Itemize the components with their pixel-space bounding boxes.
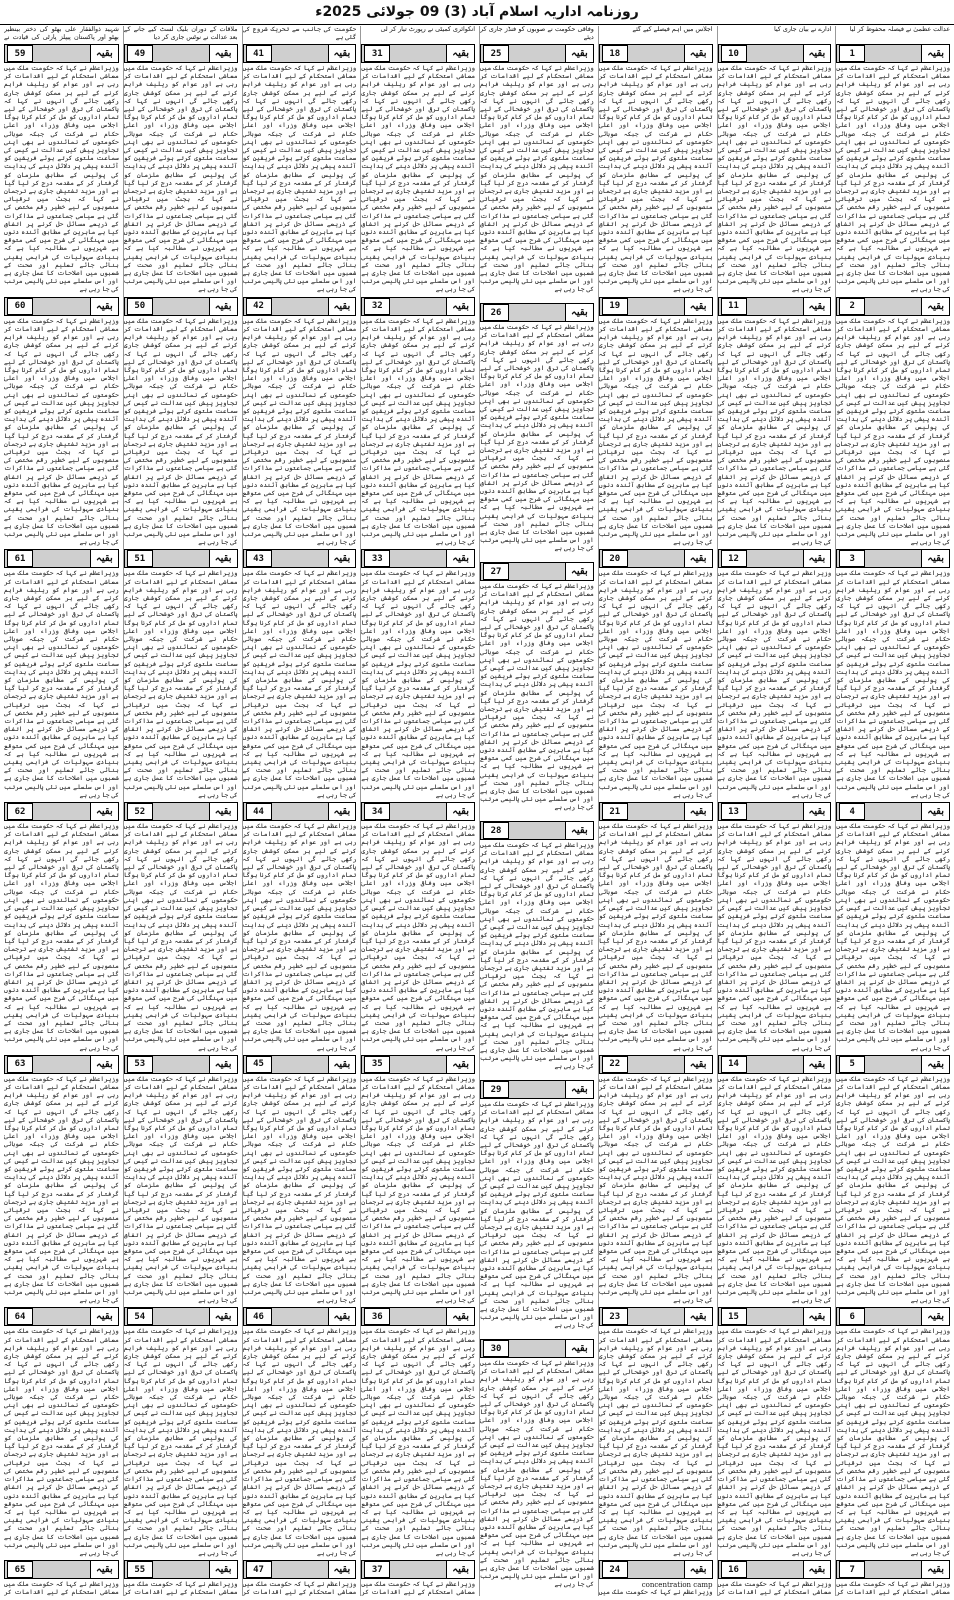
column-lead-text: ملاقات کے دوران بلیک لسٹ کیے جانے کے بعد عدالت نے نوٹس جاری کر دیا (123, 26, 238, 42)
continued-story-block (4, 547, 119, 800)
block-body-text: وزیراعظم نے کہا کہ حکومت ملک میں معاشی استحکام کے لیے اقدامات کر رہی ہے اور عوام کو ریلیف فراہم کرنے کے لیے ہر ممکن کوشش جاری رکھی جائے گی انہوں نے کہا کہ پاکستان کی ترقی اور خوشحالی کے لیے تمام اداروں کو مل کر کام کرنا ہوگا اجلاس میں وفاقی وزراء اور اعلیٰ حکام نے شرکت کی جبکہ صوبائی حکومتوں کے نمائندوں نے بھی اپنی تجاویز پیش کیں عدالت نے کیس کی سماعت ملتوی کرتے ہوئے فریقین کو آئندہ پیشی پر دلائل دینے کی ہدایت کی پولیس کے مطابق ملزمان کو گرفتار کر کے مقدمہ درج کر لیا گیا ہے اور مزید تفتیش جاری ہے ترجمان نے کہا کہ بجٹ میں ترقیاتی منصوبوں کے لیے خطیر رقم مختص کی گئی ہے سیاسی جماعتوں نے مذاکرات کے ذریعے مسائل حل کرنے پر اتفاق کیا ہے ماہرین کے مطابق آئندہ دنوں میں مہنگائی کی شرح میں کمی متوقع ہے شہریوں نے مطالبہ کیا ہے کہ بنیادی سہولیات کی فراہمی یقینی بنائی جائے تعلیم اور صحت کے شعبوں میں اصلاحات کا عمل جاری ہے اور اس سلسلے میں نئی پالیسی مرتب کی جا رہی ہے (717, 1075, 832, 1305)
continued-story-block (718, 295, 832, 548)
block-header (599, 44, 713, 63)
column-3 (598, 26, 713, 1596)
block-header (4, 44, 119, 63)
continued-story-block (243, 1053, 357, 1306)
continued-story-block (480, 560, 594, 819)
block-body-text: وزیراعظم نے کہا کہ حکومت ملک میں معاشی استحکام کے لیے اقدامات کر رہی ہے اور عوام کو ریلیف فراہم کرنے کے لیے ہر ممکن کوشش جاری رکھی جائے گی انہوں نے کہا کہ پاکستان کی ترقی اور خوشحالی کے لیے تمام اداروں کو مل کر کام کرنا ہوگا اجلاس میں وفاقی وزراء اور اعلیٰ حکام نے شرکت کی جبکہ صوبائی حکومتوں کے نمائندوں نے بھی اپنی تجاویز پیش کیں عدالت نے کیس کی سماعت ملتوی کرتے ہوئے فریقین کو آئندہ پیشی پر دلائل دینے کی ہدایت کی پولیس کے مطابق ملزمان کو گرفتار کر کے مقدمہ درج کر لیا گیا ہے اور مزید تفتیش جاری ہے ترجمان نے کہا کہ بجٹ میں ترقیاتی منصوبوں کے لیے خطیر رقم مختص کی گئی ہے سیاسی جماعتوں نے مذاکرات کے ذریعے مسائل حل کرنے پر اتفاق کیا ہے ماہرین کے مطابق آئندہ دنوں میں مہنگائی کی شرح میں کمی متوقع ہے شہریوں نے مطالبہ کیا ہے کہ بنیادی سہولیات کی فراہمی یقینی بنائی جائے تعلیم اور صحت کے شعبوں میں اصلاحات کا عمل جاری ہے اور اس سلسلے میں نئی پالیسی مرتب کی جا رہی ہے (4, 1075, 119, 1305)
block-header (361, 549, 475, 568)
block-body-text: وزیراعظم نے کہا کہ حکومت ملک میں معاشی استحکام کے لیے اقدامات کر رہی ہے اور عوام کو ریلیف فراہم کرنے کے لیے ہر ممکن کوشش جاری رکھی جائے گی انہوں نے کہا کہ پاکستان کی ترقی اور خوشحالی کے لیے تمام اداروں کو مل کر کام کرنا ہوگا اجلاس میں وفاقی وزراء اور اعلیٰ حکام نے شرکت کی جبکہ صوبائی حکومتوں کے نمائندوں نے بھی اپنی تجاویز پیش کیں عدالت نے کیس کی سماعت ملتوی کرتے ہوئے فریقین کو آئندہ پیشی پر دلائل دینے کی ہدایت کی پولیس کے مطابق ملزمان کو گرفتار کر کے مقدمہ درج کر لیا گیا ہے اور مزید تفتیش جاری ہے ترجمان نے کہا کہ بجٹ میں ترقیاتی منصوبوں کے لیے خطیر رقم مختص کی گئی ہے سیاسی جماعتوں نے مذاکرات کے ذریعے مسائل حل کرنے پر اتفاق کیا ہے ماہرین کے مطابق آئندہ دنوں میں مہنگائی کی شرح میں کمی متوقع ہے شہریوں نے مطالبہ کیا ہے کہ بنیادی سہولیات کی فراہمی یقینی بنائی جائے تعلیم اور صحت کے شعبوں میں اصلاحات کا عمل جاری ہے اور اس سلسلے میں نئی پالیسی مرتب کی جا رہی ہے (123, 823, 238, 1052)
block-header (4, 297, 119, 316)
baqiya-label: بقیہ (684, 550, 712, 567)
continued-story-block (480, 1078, 594, 1337)
baqiya-label: بقیہ (90, 298, 118, 315)
baqiya-label: بقیہ (328, 1056, 356, 1073)
block-body-text: وزیراعظم نے کہا کہ حکومت ملک میں معاشی استحکام کے لیے اقدامات کر (836, 1581, 950, 1596)
block-number: 46 (246, 1308, 272, 1325)
baqiya-label: بقیہ (565, 822, 593, 839)
block-header (836, 1055, 950, 1074)
baqiya-label: بقیہ (684, 803, 712, 820)
block-body-text: وزیراعظم نے کہا کہ حکومت ملک میں معاشی استحکام کے لیے اقدامات کر رہی ہے اور عوام کو ریلیف فراہم کرنے کے لیے ہر ممکن کوشش جاری رکھی جائے گی انہوں نے کہا کہ پاکستان کی ترقی اور خوشحالی کے لیے تمام اداروں کو مل کر کام کرنا ہوگا اجلاس میں وفاقی وزراء اور اعلیٰ حکام نے شرکت کی جبکہ صوبائی حکومتوں کے نمائندوں نے بھی اپنی تجاویز پیش کیں عدالت نے کیس کی سماعت ملتوی کرتے ہوئے فریقین کو آئندہ پیشی پر دلائل دینے کی ہدایت کی پولیس کے مطابق ملزمان کو گرفتار کر کے مقدمہ درج کر لیا گیا ہے اور مزید تفتیش جاری ہے ترجمان نے کہا کہ بجٹ میں ترقیاتی منصوبوں کے لیے خطیر رقم مختص کی گئی ہے سیاسی جماعتوں نے مذاکرات کے ذریعے مسائل حل کرنے پر اتفاق کیا ہے ماہرین کے مطابق آئندہ دنوں میں مہنگائی کی شرح میں کمی متوقع ہے شہریوں نے مطالبہ کیا ہے کہ بنیادی سہولیات کی فراہمی یقینی بنائی جائے تعلیم اور صحت کے شعبوں میں اصلاحات کا عمل جاری ہے اور اس سلسلے میں نئی پالیسی مرتب کی جا رہی ہے (4, 317, 119, 547)
block-number: 36 (364, 1308, 390, 1325)
block-number: 31 (364, 45, 390, 62)
concentration-camp-text: concentration camp (641, 1581, 713, 1590)
baqiya-label: بقیہ (328, 1561, 356, 1578)
continued-story-block (124, 1305, 238, 1558)
block-header (243, 44, 357, 63)
block-number: 16 (721, 1561, 747, 1578)
baqiya-label: بقیہ (921, 298, 949, 315)
block-number: 54 (127, 1308, 153, 1325)
block-number: 21 (602, 803, 628, 820)
continued-story-block (243, 800, 357, 1053)
block-body-text: وزیراعظم نے کہا کہ حکومت ملک میں معاشی استحکام کے لیے اقدامات کر (361, 1581, 475, 1596)
block-header (599, 1560, 713, 1579)
block-header (480, 44, 594, 63)
block-body-text: وزیراعظم نے کہا کہ حکومت ملک میں معاشی استحکام کے لیے اقدامات کر رہی ہے اور عوام کو ریلیف فراہم کرنے کے لیے ہر ممکن کوشش جاری رکھی جائے گی انہوں نے کہا کہ پاکستان کی ترقی اور خوشحالی کے لیے تمام اداروں کو مل کر کام کرنا ہوگا اجلاس میں وفاقی وزراء اور اعلیٰ حکام نے شرکت کی جبکہ صوبائی حکومتوں کے نمائندوں نے بھی اپنی تجاویز پیش کیں عدالت نے کیس کی سماعت ملتوی کرتے ہوئے فریقین کو آئندہ پیشی پر دلائل دینے کی ہدایت کی پولیس کے مطابق ملزمان کو گرفتار کر کے مقدمہ درج کر لیا گیا ہے اور مزید تفتیش جاری ہے ترجمان نے کہا کہ بجٹ میں ترقیاتی منصوبوں کے لیے خطیر رقم مختص کی گئی ہے سیاسی جماعتوں نے مذاکرات کے ذریعے مسائل حل کرنے پر اتفاق کیا ہے ماہرین کے مطابق آئندہ دنوں میں مہنگائی کی شرح میں کمی متوقع ہے شہریوں نے مطالبہ کیا ہے کہ بنیادی سہولیات کی فراہمی یقینی بنائی جائے تعلیم اور صحت کے شعبوں میں اصلاحات کا عمل جاری ہے اور اس سلسلے میں نئی پالیسی مرتب کی جا رہی ہے (836, 1075, 950, 1305)
baqiya-label: بقیہ (90, 45, 118, 62)
block-number: 51 (127, 550, 153, 567)
block-number: 29 (483, 1081, 509, 1098)
baqiya-label: بقیہ (565, 304, 593, 321)
continued-story-block (718, 1558, 832, 1596)
block-header (480, 303, 594, 322)
continued-story-block (361, 1558, 475, 1596)
block-body-text: وزیراعظم نے کہا کہ حکومت ملک میں معاشی استحکام کے لیے اقدامات کر رہی ہے اور عوام کو ریلیف فراہم کرنے کے لیے ہر ممکن کوشش جاری رکھی جائے گی انہوں نے کہا کہ پاکستان کی ترقی اور خوشحالی کے لیے تمام اداروں کو مل کر کام کرنا ہوگا اجلاس میں وفاقی وزراء اور اعلیٰ حکام نے شرکت کی جبکہ صوبائی حکومتوں کے نمائندوں نے بھی اپنی تجاویز پیش کیں عدالت نے کیس کی سماعت ملتوی کرتے ہوئے فریقین کو آئندہ پیشی پر دلائل دینے کی ہدایت کی پولیس کے مطابق ملزمان کو گرفتار کر کے مقدمہ درج کر لیا گیا ہے اور مزید تفتیش جاری ہے ترجمان نے کہا کہ بجٹ میں ترقیاتی منصوبوں کے لیے خطیر رقم مختص کی گئی ہے سیاسی جماعتوں نے مذاکرات کے ذریعے مسائل حل کرنے پر اتفاق کیا ہے ماہرین کے مطابق آئندہ دنوں میں مہنگائی کی شرح میں کمی متوقع ہے شہریوں نے مطالبہ کیا ہے کہ بنیادی سہولیات کی فراہمی یقینی بنائی جائے تعلیم اور صحت کے شعبوں میں اصلاحات کا عمل جاری ہے اور اس سلسلے میں نئی پالیسی مرتب کی جا رہی ہے (836, 65, 950, 294)
block-body-text: وزیراعظم نے کہا کہ حکومت ملک میں معاشی استحکام کے لیے اقدامات کر رہی ہے اور عوام کو ریلیف فراہم کرنے کے لیے ہر ممکن کوشش جاری رکھی جائے گی انہوں نے کہا کہ پاکستان کی ترقی اور خوشحالی کے لیے تمام اداروں کو مل کر کام کرنا ہوگا اجلاس میں وفاقی وزراء اور اعلیٰ حکام نے شرکت کی جبکہ صوبائی حکومتوں کے نمائندوں نے بھی اپنی تجاویز پیش کیں عدالت نے کیس کی سماعت ملتوی کرتے ہوئے فریقین کو آئندہ پیشی پر دلائل دینے کی ہدایت کی پولیس کے مطابق ملزمان کو گرفتار کر کے مقدمہ درج کر لیا گیا ہے اور مزید تفتیش جاری ہے ترجمان نے کہا کہ بجٹ میں ترقیاتی منصوبوں کے لیے خطیر رقم مختص کی گئی ہے سیاسی جماعتوں نے مذاکرات کے ذریعے مسائل حل کرنے پر اتفاق کیا ہے ماہرین کے مطابق آئندہ دنوں میں مہنگائی کی شرح میں کمی متوقع ہے شہریوں نے مطالبہ کیا ہے کہ بنیادی سہولیات کی فراہمی یقینی بنائی جائے تعلیم اور صحت کے شعبوں میں اصلاحات کا عمل جاری ہے اور اس سلسلے میں نئی پالیسی مرتب کی جا رہی ہے (361, 823, 475, 1052)
continued-story-block (836, 295, 950, 548)
block-body-text: وزیراعظم نے کہا کہ حکومت ملک میں معاشی استحکام کے لیے اقدامات کر رہی ہے اور عوام کو ریلیف فراہم کرنے کے لیے ہر ممکن کوشش جاری رکھی جائے گی انہوں نے کہا کہ پاکستان کی ترقی اور خوشحالی کے لیے تمام اداروں کو مل کر کام کرنا ہوگا اجلاس میں وفاقی وزراء اور اعلیٰ حکام نے شرکت کی جبکہ صوبائی حکومتوں کے نمائندوں نے بھی اپنی تجاویز پیش کیں عدالت نے کیس کی سماعت ملتوی کرتے ہوئے فریقین کو آئندہ پیشی پر دلائل دینے کی ہدایت کی پولیس کے مطابق ملزمان کو گرفتار کر کے مقدمہ درج کر لیا گیا ہے اور مزید تفتیش جاری ہے ترجمان نے کہا کہ بجٹ میں ترقیاتی منصوبوں کے لیے خطیر رقم مختص کی گئی ہے سیاسی جماعتوں نے مذاکرات کے ذریعے مسائل حل کرنے پر اتفاق کیا ہے ماہرین کے مطابق آئندہ دنوں میں مہنگائی کی شرح میں کمی متوقع ہے شہریوں نے مطالبہ کیا ہے کہ بنیادی سہولیات کی فراہمی یقینی بنائی جائے تعلیم اور صحت کے شعبوں میں اصلاحات کا عمل جاری ہے اور اس سلسلے میں نئی پالیسی مرتب کی جا رہی ہے (480, 583, 594, 812)
block-number: 32 (364, 298, 390, 315)
baqiya-label: بقیہ (921, 1561, 949, 1578)
block-header (243, 1307, 357, 1326)
block-header (4, 1055, 119, 1074)
block-body-text: وزیراعظم نے کہا کہ حکومت ملک میں معاشی استحکام کے لیے اقدامات کر رہی ہے اور عوام کو ریلیف فراہم کرنے کے لیے ہر ممکن کوشش جاری رکھی جائے گی انہوں نے کہا کہ پاکستان کی ترقی اور خوشحالی کے لیے تمام اداروں کو مل کر کام کرنا ہوگا اجلاس میں وفاقی وزراء اور اعلیٰ حکام نے شرکت کی جبکہ صوبائی حکومتوں کے نمائندوں نے بھی اپنی تجاویز پیش کیں عدالت نے کیس کی سماعت ملتوی کرتے ہوئے فریقین کو آئندہ پیشی پر دلائل دینے کی ہدایت کی پولیس کے مطابق ملزمان کو گرفتار کر کے مقدمہ درج کر لیا گیا ہے اور مزید تفتیش جاری ہے ترجمان نے کہا کہ بجٹ میں ترقیاتی منصوبوں کے لیے خطیر رقم مختص کی گئی ہے سیاسی جماعتوں نے مذاکرات کے ذریعے مسائل حل کرنے پر اتفاق کیا ہے ماہرین کے مطابق آئندہ دنوں میں مہنگائی کی شرح میں کمی متوقع ہے شہریوں نے مطالبہ کیا ہے کہ بنیادی سہولیات کی فراہمی یقینی بنائی جائے تعلیم اور صحت کے شعبوں میں اصلاحات کا عمل جاری ہے اور اس سلسلے میں نئی پالیسی مرتب کی جا رہی ہے (836, 317, 950, 547)
baqiya-label: بقیہ (921, 45, 949, 62)
block-header (124, 802, 238, 821)
block-header (124, 44, 238, 63)
block-header (718, 44, 832, 63)
block-number: 59 (7, 45, 33, 62)
baqiya-label: بقیہ (328, 803, 356, 820)
block-header (361, 44, 475, 63)
continued-story-block (718, 547, 832, 800)
block-body-text: وزیراعظم نے کہا کہ حکومت ملک میں معاشی استحکام کے لیے اقدامات کر رہی ہے اور عوام کو ریلیف فراہم کرنے کے لیے ہر ممکن کوشش جاری رکھی جائے گی انہوں نے کہا کہ پاکستان کی ترقی اور خوشحالی کے لیے تمام اداروں کو مل کر کام کرنا ہوگا اجلاس میں وفاقی وزراء اور اعلیٰ حکام نے شرکت کی جبکہ صوبائی حکومتوں کے نمائندوں نے بھی اپنی تجاویز پیش کیں عدالت نے کیس کی سماعت ملتوی کرتے ہوئے فریقین کو آئندہ پیشی پر دلائل دینے کی ہدایت کی پولیس کے مطابق ملزمان کو گرفتار کر کے مقدمہ درج کر لیا گیا ہے اور مزید تفتیش جاری ہے ترجمان نے کہا کہ بجٹ میں ترقیاتی منصوبوں کے لیے خطیر رقم مختص کی گئی ہے سیاسی جماعتوں نے مذاکرات کے ذریعے مسائل حل کرنے پر اتفاق کیا ہے ماہرین کے مطابق آئندہ دنوں میں مہنگائی کی شرح میں کمی متوقع ہے شہریوں نے مطالبہ کیا ہے کہ بنیادی سہولیات کی فراہمی یقینی بنائی جائے تعلیم اور صحت کے شعبوں میں اصلاحات کا عمل جاری ہے اور اس سلسلے میں نئی پالیسی مرتب کی جا رہی ہے (123, 65, 238, 294)
continued-story-block (243, 1305, 357, 1558)
block-body-text: وزیراعظم نے کہا کہ حکومت ملک میں معاشی استحکام کے لیے اقدامات کر رہی ہے اور عوام کو ریلیف فراہم کرنے کے لیے ہر ممکن کوشش جاری رکھی جائے گی انہوں نے کہا کہ پاکستان کی ترقی اور خوشحالی کے لیے تمام اداروں کو مل کر کام کرنا ہوگا اجلاس میں وفاقی وزراء اور اعلیٰ حکام نے شرکت کی جبکہ صوبائی حکومتوں کے نمائندوں نے بھی اپنی تجاویز پیش کیں عدالت نے کیس کی سماعت ملتوی کرتے ہوئے فریقین کو آئندہ پیشی پر دلائل دینے کی ہدایت کی پولیس کے مطابق ملزمان کو گرفتار کر کے مقدمہ درج کر لیا گیا ہے اور مزید تفتیش جاری ہے ترجمان نے کہا کہ بجٹ میں ترقیاتی منصوبوں کے لیے خطیر رقم مختص کی گئی ہے سیاسی جماعتوں نے مذاکرات کے ذریعے مسائل حل کرنے پر اتفاق کیا ہے ماہرین کے مطابق آئندہ دنوں میں مہنگائی کی شرح میں کمی متوقع ہے شہریوں نے مطالبہ کیا ہے کہ بنیادی سہولیات کی فراہمی یقینی بنائی جائے تعلیم اور صحت کے شعبوں میں اصلاحات کا عمل جاری ہے اور اس سلسلے میں نئی پالیسی مرتب کی جا رہی ہے (361, 65, 475, 294)
block-header (599, 297, 713, 316)
block-number: 24 (602, 1561, 628, 1578)
continued-story-block (243, 547, 357, 800)
baqiya-label: بقیہ (446, 803, 474, 820)
block-number: 26 (483, 304, 509, 321)
block-header (243, 549, 357, 568)
baqiya-label: بقیہ (446, 298, 474, 315)
baqiya-label: بقیہ (90, 1056, 118, 1073)
continued-story-block (480, 1337, 594, 1596)
continued-story-block (718, 800, 832, 1053)
block-number: 28 (483, 822, 509, 839)
block-number: 3 (839, 550, 865, 567)
continued-story-block (361, 295, 475, 548)
baqiya-label: بقیہ (921, 1056, 949, 1073)
block-body-text: وزیراعظم نے کہا کہ حکومت ملک میں معاشی استحکام کے لیے اقدامات کر رہی ہے اور عوام کو ریلیف فراہم کرنے کے لیے ہر ممکن کوشش جاری رکھی جائے گی انہوں نے کہا کہ پاکستان کی ترقی اور خوشحالی کے لیے تمام اداروں کو مل کر کام کرنا ہوگا اجلاس میں وفاقی وزراء اور اعلیٰ حکام نے شرکت کی جبکہ صوبائی حکومتوں کے نمائندوں نے بھی اپنی تجاویز پیش کیں عدالت نے کیس کی سماعت ملتوی کرتے ہوئے فریقین کو آئندہ پیشی پر دلائل دینے کی ہدایت کی پولیس کے مطابق ملزمان کو گرفتار کر کے مقدمہ درج کر لیا گیا ہے اور مزید تفتیش جاری ہے ترجمان نے کہا کہ بجٹ میں ترقیاتی منصوبوں کے لیے خطیر رقم مختص کی گئی ہے سیاسی جماعتوں نے مذاکرات کے ذریعے مسائل حل کرنے پر اتفاق کیا ہے ماہرین کے مطابق آئندہ دنوں میں مہنگائی کی شرح میں کمی متوقع ہے شہریوں نے مطالبہ کیا ہے کہ بنیادی سہولیات کی فراہمی یقینی بنائی جائے تعلیم اور صحت کے شعبوں میں اصلاحات کا عمل جاری ہے اور اس سلسلے میں نئی پالیسی مرتب کی جا رہی ہے (480, 842, 594, 1071)
continued-story-block (480, 301, 594, 560)
continued-story-block (361, 1305, 475, 1558)
continued-story-block (4, 1558, 119, 1596)
block-header (124, 1560, 238, 1579)
block-body-text: وزیراعظم نے کہا کہ حکومت ملک میں معاشی استحکام کے لیے اقدامات کر رہی ہے اور عوام کو ریلیف فراہم کرنے کے لیے ہر ممکن کوشش جاری رکھی جائے گی انہوں نے کہا کہ پاکستان کی ترقی اور خوشحالی کے لیے تمام اداروں کو مل کر کام کرنا ہوگا اجلاس میں وفاقی وزراء اور اعلیٰ حکام نے شرکت کی جبکہ صوبائی حکومتوں کے نمائندوں نے بھی اپنی تجاویز پیش کیں عدالت نے کیس کی سماعت ملتوی کرتے ہوئے فریقین کو آئندہ پیشی پر دلائل دینے کی ہدایت کی پولیس کے مطابق ملزمان کو گرفتار کر کے مقدمہ درج کر لیا گیا ہے اور مزید تفتیش جاری ہے ترجمان نے کہا کہ بجٹ میں ترقیاتی منصوبوں کے لیے خطیر رقم مختص کی گئی ہے سیاسی جماعتوں نے مذاکرات کے ذریعے مسائل حل کرنے پر اتفاق کیا ہے ماہرین کے مطابق آئندہ دنوں میں مہنگائی کی شرح میں کمی متوقع ہے شہریوں نے مطالبہ کیا ہے کہ بنیادی سہولیات کی فراہمی یقینی بنائی جائے تعلیم اور صحت کے شعبوں میں اصلاحات کا عمل جاری ہے اور اس سلسلے میں نئی پالیسی مرتب کی جا رہی ہے (717, 1328, 832, 1557)
baqiya-label: بقیہ (684, 45, 712, 62)
block-number: 1 (839, 45, 865, 62)
column-lead-text: عدالت عظمیٰ نے فیصلہ محفوظ کر لیا (849, 26, 950, 33)
block-header (718, 1560, 832, 1579)
block-header (124, 1055, 238, 1074)
block-header (124, 297, 238, 316)
block-body-text: وزیراعظم نے کہا کہ حکومت ملک میں معاشی استحکام کے لیے اقدامات کر رہی ہے اور عوام کو ریلیف فراہم کرنے کے لیے ہر ممکن کوشش جاری رکھی جائے گی انہوں نے کہا کہ پاکستان کی ترقی اور خوشحالی کے لیے تمام اداروں کو مل کر کام کرنا ہوگا اجلاس میں وفاقی وزراء اور اعلیٰ حکام نے شرکت کی جبکہ صوبائی حکومتوں کے نمائندوں نے بھی اپنی تجاویز پیش کیں عدالت نے کیس کی سماعت ملتوی کرتے ہوئے فریقین کو آئندہ پیشی پر دلائل دینے کی ہدایت کی پولیس کے مطابق ملزمان کو گرفتار کر کے مقدمہ درج کر لیا گیا ہے اور مزید تفتیش جاری ہے ترجمان نے کہا کہ بجٹ میں ترقیاتی منصوبوں کے لیے خطیر رقم مختص کی گئی ہے سیاسی جماعتوں نے مذاکرات کے ذریعے مسائل حل کرنے پر اتفاق کیا ہے ماہرین کے مطابق آئندہ دنوں میں مہنگائی کی شرح میں کمی متوقع ہے شہریوں نے مطالبہ کیا ہے کہ بنیادی سہولیات کی فراہمی یقینی بنائی جائے تعلیم اور صحت کے شعبوں میں اصلاحات کا عمل جاری ہے اور اس سلسلے میں نئی پالیسی مرتب کی جا رہی ہے (361, 1328, 475, 1557)
continued-story-block (124, 800, 238, 1053)
block-body-text: وزیراعظم نے کہا کہ حکومت ملک میں معاشی استحکام کے لیے اقدامات کر رہی ہے اور عوام کو ریلیف فراہم کرنے کے لیے ہر ممکن کوشش جاری رکھی جائے گی انہوں نے کہا کہ پاکستان کی ترقی اور خوشحالی کے لیے تمام اداروں کو مل کر کام کرنا ہوگا اجلاس میں وفاقی وزراء اور اعلیٰ حکام نے شرکت کی جبکہ صوبائی حکومتوں کے نمائندوں نے بھی اپنی تجاویز پیش کیں عدالت نے کیس کی سماعت ملتوی کرتے ہوئے فریقین کو آئندہ پیشی پر دلائل دینے کی ہدایت کی پولیس کے مطابق ملزمان کو گرفتار کر کے مقدمہ درج کر لیا گیا ہے اور مزید تفتیش جاری ہے ترجمان نے کہا کہ بجٹ میں ترقیاتی منصوبوں کے لیے خطیر رقم مختص کی گئی ہے سیاسی جماعتوں نے مذاکرات کے ذریعے مسائل حل کرنے پر اتفاق کیا ہے ماہرین کے مطابق آئندہ دنوں میں مہنگائی کی شرح میں کمی متوقع ہے شہریوں نے مطالبہ کیا ہے کہ بنیادی سہولیات کی فراہمی یقینی بنائی جائے تعلیم اور صحت کے شعبوں میں اصلاحات کا عمل جاری ہے اور اس سلسلے میں نئی پالیسی مرتب کی جا رہی ہے (242, 317, 357, 547)
block-body-text: وزیراعظم نے کہا کہ حکومت ملک میں معاشی استحکام کے لیے اقدامات کر رہی ہے اور عوام کو ریلیف فراہم کرنے کے لیے ہر ممکن کوشش جاری رکھی جائے گی انہوں نے کہا کہ پاکستان کی ترقی اور خوشحالی کے لیے تمام اداروں کو مل کر کام کرنا ہوگا اجلاس میں وفاقی وزراء اور اعلیٰ حکام نے شرکت کی جبکہ صوبائی حکومتوں کے نمائندوں نے بھی اپنی تجاویز پیش کیں عدالت نے کیس کی سماعت ملتوی کرتے ہوئے فریقین کو آئندہ پیشی پر دلائل دینے کی ہدایت کی پولیس کے مطابق ملزمان کو گرفتار کر کے مقدمہ درج کر لیا گیا ہے اور مزید تفتیش جاری ہے ترجمان نے کہا کہ بجٹ میں ترقیاتی منصوبوں کے لیے خطیر رقم مختص کی گئی ہے سیاسی جماعتوں نے مذاکرات کے ذریعے مسائل حل کرنے پر اتفاق کیا ہے ماہرین کے مطابق آئندہ دنوں میں مہنگائی کی شرح میں کمی متوقع ہے شہریوں نے مطالبہ کیا ہے کہ بنیادی سہولیات کی فراہمی یقینی بنائی جائے تعلیم اور صحت کے شعبوں میں اصلاحات کا عمل جاری ہے اور اس سلسلے میں نئی پالیسی مرتب کی جا رہی ہے (4, 570, 119, 799)
continued-story-block (599, 1305, 713, 1558)
block-number: 18 (602, 45, 628, 62)
block-body-text: وزیراعظم نے کہا کہ حکومت ملک میں معاشی استحکام کے لیے اقدامات کر رہی ہے اور عوام کو ریلیف فراہم کرنے کے لیے ہر ممکن کوشش جاری رکھی جائے گی انہوں نے کہا کہ پاکستان کی ترقی اور خوشحالی کے لیے تمام اداروں کو مل کر کام کرنا ہوگا اجلاس میں وفاقی وزراء اور اعلیٰ حکام نے شرکت کی جبکہ صوبائی حکومتوں کے نمائندوں نے بھی اپنی تجاویز پیش کیں عدالت نے کیس کی سماعت ملتوی کرتے ہوئے فریقین کو آئندہ پیشی پر دلائل دینے کی ہدایت کی پولیس کے مطابق ملزمان کو گرفتار کر کے مقدمہ درج کر لیا گیا ہے اور مزید تفتیش جاری ہے ترجمان نے کہا کہ بجٹ میں ترقیاتی منصوبوں کے لیے خطیر رقم مختص کی گئی ہے سیاسی جماعتوں نے مذاکرات کے ذریعے مسائل حل کرنے پر اتفاق کیا ہے ماہرین کے مطابق آئندہ دنوں میں مہنگائی کی شرح میں کمی متوقع ہے شہریوں نے مطالبہ کیا ہے کہ بنیادی سہولیات کی فراہمی یقینی بنائی جائے تعلیم اور صحت کے شعبوں میں اصلاحات کا عمل جاری ہے اور اس سلسلے میں نئی پالیسی مرتب کی جا رہی ہے (123, 1075, 238, 1305)
block-header (836, 1560, 950, 1579)
block-header (718, 1055, 832, 1074)
block-number: 6 (839, 1308, 865, 1325)
continued-story-block (124, 1053, 238, 1306)
block-body-text: وزیراعظم نے کہا کہ حکومت ملک میں معاشی استحکام کے لیے اقدامات کر رہی ہے اور عوام کو ریلیف فراہم کرنے کے لیے ہر ممکن کوشش جاری رکھی جائے گی انہوں نے کہا کہ پاکستان کی ترقی اور خوشحالی کے لیے تمام اداروں کو مل کر کام کرنا ہوگا اجلاس میں وفاقی وزراء اور اعلیٰ حکام نے شرکت کی جبکہ صوبائی حکومتوں کے نمائندوں نے بھی اپنی تجاویز پیش کیں عدالت نے کیس کی سماعت ملتوی کرتے ہوئے فریقین کو آئندہ پیشی پر دلائل دینے کی ہدایت کی پولیس کے مطابق ملزمان کو گرفتار کر کے مقدمہ درج کر لیا گیا ہے اور مزید تفتیش جاری ہے ترجمان نے کہا کہ بجٹ میں ترقیاتی منصوبوں کے لیے خطیر رقم مختص کی گئی ہے سیاسی جماعتوں نے مذاکرات کے ذریعے مسائل حل کرنے پر اتفاق کیا ہے ماہرین کے مطابق آئندہ دنوں میں مہنگائی کی شرح میں کمی متوقع ہے شہریوں نے مطالبہ کیا ہے کہ بنیادی سہولیات کی فراہمی یقینی بنائی جائے تعلیم اور صحت کے شعبوں میں اصلاحات کا عمل جاری ہے اور اس سلسلے میں نئی پالیسی مرتب کی جا رہی ہے (361, 1075, 475, 1305)
block-header (361, 802, 475, 821)
continued-story-block (480, 819, 594, 1078)
continued-story-block (4, 295, 119, 548)
block-body-text: وزیراعظم نے کہا کہ حکومت ملک میں معاشی استحکام کے لیے اقدامات کر رہی ہے اور عوام کو ریلیف فراہم کرنے کے لیے ہر ممکن کوشش جاری رکھی جائے گی انہوں نے کہا کہ پاکستان کی ترقی اور خوشحالی کے لیے تمام اداروں کو مل کر کام کرنا ہوگا اجلاس میں وفاقی وزراء اور اعلیٰ حکام نے شرکت کی جبکہ صوبائی حکومتوں کے نمائندوں نے بھی اپنی تجاویز پیش کیں عدالت نے کیس کی سماعت ملتوی کرتے ہوئے فریقین کو آئندہ پیشی پر دلائل دینے کی ہدایت کی پولیس کے مطابق ملزمان کو گرفتار کر کے مقدمہ درج کر لیا گیا ہے اور مزید تفتیش جاری ہے ترجمان نے کہا کہ بجٹ میں ترقیاتی منصوبوں کے لیے خطیر رقم مختص کی گئی ہے سیاسی جماعتوں نے مذاکرات کے ذریعے مسائل حل کرنے پر اتفاق کیا ہے ماہرین کے مطابق آئندہ دنوں میں مہنگائی کی شرح میں کمی متوقع ہے شہریوں نے مطالبہ کیا ہے کہ بنیادی سہولیات کی فراہمی یقینی بنائی جائے تعلیم اور صحت کے شعبوں میں اصلاحات کا عمل جاری ہے اور اس سلسلے میں نئی پالیسی مرتب کی جا رہی ہے (123, 1328, 238, 1557)
block-body-text: وزیراعظم نے کہا کہ حکومت ملک میں معاشی استحکام کے لیے اقدامات کر رہی ہے اور عوام کو ریلیف فراہم کرنے کے لیے ہر ممکن کوشش جاری رکھی جائے گی انہوں نے کہا کہ پاکستان کی ترقی اور خوشحالی کے لیے تمام اداروں کو مل کر کام کرنا ہوگا اجلاس میں وفاقی وزراء اور اعلیٰ حکام نے شرکت کی جبکہ صوبائی حکومتوں کے نمائندوں نے بھی اپنی تجاویز پیش کیں عدالت نے کیس کی سماعت ملتوی کرتے ہوئے فریقین کو آئندہ پیشی پر دلائل دینے کی ہدایت کی پولیس کے مطابق ملزمان کو گرفتار کر کے مقدمہ درج کر لیا گیا ہے اور مزید تفتیش جاری ہے ترجمان نے کہا کہ بجٹ میں ترقیاتی منصوبوں کے لیے خطیر رقم مختص کی گئی ہے سیاسی جماعتوں نے مذاکرات کے ذریعے مسائل حل کرنے پر اتفاق کیا ہے ماہرین کے مطابق آئندہ دنوں میں مہنگائی کی شرح میں کمی متوقع ہے شہریوں نے مطالبہ کیا ہے کہ بنیادی سہولیات کی فراہمی یقینی بنائی جائے تعلیم اور صحت کے شعبوں میں اصلاحات کا عمل جاری ہے اور اس سلسلے میں نئی پالیسی مرتب کی جا رہی ہے (480, 1360, 594, 1589)
block-header (480, 562, 594, 581)
block-body-text: وزیراعظم نے کہا کہ حکومت ملک میں معاشی استحکام کے لیے اقدامات کر رہی ہے اور عوام کو ریلیف فراہم کرنے کے لیے ہر ممکن کوشش جاری رکھی جائے گی انہوں نے کہا کہ پاکستان کی ترقی اور خوشحالی کے لیے تمام اداروں کو مل کر کام کرنا ہوگا اجلاس میں وفاقی وزراء اور اعلیٰ حکام نے شرکت کی جبکہ صوبائی حکومتوں کے نمائندوں نے بھی اپنی تجاویز پیش کیں عدالت نے کیس کی سماعت ملتوی کرتے ہوئے فریقین کو آئندہ پیشی پر دلائل دینے کی ہدایت کی پولیس کے مطابق ملزمان کو گرفتار کر کے مقدمہ درج کر لیا گیا ہے اور مزید تفتیش جاری ہے ترجمان نے کہا کہ بجٹ میں ترقیاتی منصوبوں کے لیے خطیر رقم مختص کی گئی ہے سیاسی جماعتوں نے مذاکرات کے ذریعے مسائل حل کرنے پر اتفاق کیا ہے ماہرین کے مطابق آئندہ دنوں میں مہنگائی کی شرح میں کمی متوقع ہے شہریوں نے مطالبہ کیا ہے کہ بنیادی سہولیات کی فراہمی یقینی بنائی جائے تعلیم اور صحت کے شعبوں میں اصلاحات کا عمل جاری ہے اور اس سلسلے میں نئی پالیسی مرتب کی جا رہی ہے (480, 1101, 594, 1330)
block-header (836, 1307, 950, 1326)
continued-story-block (718, 1053, 832, 1306)
baqiya-label: بقیہ (446, 550, 474, 567)
block-header (243, 1560, 357, 1579)
baqiya-label: بقیہ (90, 1561, 118, 1578)
continued-story-block (243, 295, 357, 548)
block-body-text: وزیراعظم نے کہا کہ حکومت ملک میں معاشی استحکام کے لیے اقدامات کر رہی ہے اور عوام کو ریلیف فراہم کرنے کے لیے ہر ممکن کوشش جاری رکھی جائے گی انہوں نے کہا کہ پاکستان کی ترقی اور خوشحالی کے لیے تمام اداروں کو مل کر کام کرنا ہوگا اجلاس میں وفاقی وزراء اور اعلیٰ حکام نے شرکت کی جبکہ صوبائی حکومتوں کے نمائندوں نے بھی اپنی تجاویز پیش کیں عدالت نے کیس کی سماعت ملتوی کرتے ہوئے فریقین کو آئندہ پیشی پر دلائل دینے کی ہدایت کی پولیس کے مطابق ملزمان کو گرفتار کر کے مقدمہ درج کر لیا گیا ہے اور مزید تفتیش جاری ہے ترجمان نے کہا کہ بجٹ میں ترقیاتی منصوبوں کے لیے خطیر رقم مختص کی گئی ہے سیاسی جماعتوں نے مذاکرات کے ذریعے مسائل حل کرنے پر اتفاق کیا ہے ماہرین کے مطابق آئندہ دنوں میں مہنگائی کی شرح میں کمی متوقع ہے شہریوں نے مطالبہ کیا ہے کہ بنیادی سہولیات کی فراہمی یقینی بنائی جائے تعلیم اور صحت کے شعبوں میں اصلاحات کا عمل جاری ہے اور اس سلسلے میں نئی پالیسی مرتب کی جا رہی ہے (242, 570, 357, 799)
column-lead-text: ادارے نے بیان جاری کیا (773, 26, 832, 33)
column-lead-text: انکوائری کمیٹی نے رپورٹ تیار کر لی (380, 26, 475, 33)
block-body-text: وزیراعظم نے کہا کہ حکومت ملک میں معاشی استحکام کے لیے اقدامات کر رہی ہے اور عوام کو ریلیف فراہم کرنے کے لیے ہر ممکن کوشش جاری رکھی جائے گی انہوں نے کہا کہ پاکستان کی ترقی اور خوشحالی کے لیے تمام اداروں کو مل کر کام کرنا ہوگا اجلاس میں وفاقی وزراء اور اعلیٰ حکام نے شرکت کی جبکہ صوبائی حکومتوں کے نمائندوں نے بھی اپنی تجاویز پیش کیں عدالت نے کیس کی سماعت ملتوی کرتے ہوئے فریقین کو آئندہ پیشی پر دلائل دینے کی ہدایت کی پولیس کے مطابق ملزمان کو گرفتار کر کے مقدمہ درج کر لیا گیا ہے اور مزید تفتیش جاری ہے ترجمان نے کہا کہ بجٹ میں ترقیاتی منصوبوں کے لیے خطیر رقم مختص کی گئی ہے سیاسی جماعتوں نے مذاکرات کے ذریعے مسائل حل کرنے پر اتفاق کیا ہے ماہرین کے مطابق آئندہ دنوں میں مہنگائی کی شرح میں کمی متوقع ہے شہریوں نے مطالبہ کیا ہے کہ بنیادی سہولیات کی فراہمی یقینی بنائی جائے تعلیم اور صحت کے شعبوں میں اصلاحات کا عمل جاری ہے اور اس سلسلے میں نئی پالیسی مرتب کی جا رہی ہے (717, 823, 832, 1052)
column-8 (4, 26, 119, 1596)
block-header (361, 297, 475, 316)
baqiya-label: بقیہ (803, 298, 831, 315)
block-number: 10 (721, 45, 747, 62)
continued-story-block (599, 1558, 713, 1596)
block-body-text: وزیراعظم نے کہا کہ حکومت ملک میں معاشی استحکام کے لیے اقدامات کر رہی ہے اور عوام کو ریلیف فراہم کرنے کے لیے ہر ممکن کوشش جاری رکھی جائے گی انہوں نے کہا کہ پاکستان کی ترقی اور خوشحالی کے لیے تمام اداروں کو مل کر کام کرنا ہوگا اجلاس میں وفاقی وزراء اور اعلیٰ حکام نے شرکت کی جبکہ صوبائی حکومتوں کے نمائندوں نے بھی اپنی تجاویز پیش کیں عدالت نے کیس کی سماعت ملتوی کرتے ہوئے فریقین کو آئندہ پیشی پر دلائل دینے کی ہدایت کی پولیس کے مطابق ملزمان کو گرفتار کر کے مقدمہ درج کر لیا گیا ہے اور مزید تفتیش جاری ہے ترجمان نے کہا کہ بجٹ میں ترقیاتی منصوبوں کے لیے خطیر رقم مختص کی گئی ہے سیاسی جماعتوں نے مذاکرات کے ذریعے مسائل حل کرنے پر اتفاق کیا ہے ماہرین کے مطابق آئندہ دنوں میں مہنگائی کی شرح میں کمی متوقع ہے شہریوں نے مطالبہ کیا ہے کہ بنیادی سہولیات کی فراہمی یقینی بنائی جائے تعلیم اور صحت کے شعبوں میں اصلاحات کا عمل جاری ہے اور اس سلسلے میں نئی پالیسی مرتب کی جا رہی ہے (4, 1328, 119, 1557)
continued-story-block (599, 800, 713, 1053)
block-number: 37 (364, 1561, 390, 1578)
block-body-text: وزیراعظم نے کہا کہ حکومت ملک میں معاشی استحکام کے لیے اقدامات کر رہی ہے اور عوام کو ریلیف فراہم کرنے کے لیے ہر ممکن کوشش جاری رکھی جائے گی انہوں نے کہا کہ پاکستان کی ترقی اور خوشحالی کے لیے تمام اداروں کو مل کر کام کرنا ہوگا اجلاس میں وفاقی وزراء اور اعلیٰ حکام نے شرکت کی جبکہ صوبائی حکومتوں کے نمائندوں نے بھی اپنی تجاویز پیش کیں عدالت نے کیس کی سماعت ملتوی کرتے ہوئے فریقین کو آئندہ پیشی پر دلائل دینے کی ہدایت کی پولیس کے مطابق ملزمان کو گرفتار کر کے مقدمہ درج کر لیا گیا ہے اور مزید تفتیش جاری ہے ترجمان نے کہا کہ بجٹ میں ترقیاتی منصوبوں کے لیے خطیر رقم مختص کی گئی ہے سیاسی جماعتوں نے مذاکرات کے ذریعے مسائل حل کرنے پر اتفاق کیا ہے ماہرین کے مطابق آئندہ دنوں میں مہنگائی کی شرح میں کمی متوقع ہے شہریوں نے مطالبہ کیا ہے کہ بنیادی سہولیات کی فراہمی یقینی بنائی جائے تعلیم اور صحت کے شعبوں میں اصلاحات کا عمل جاری ہے اور اس سلسلے میں نئی پالیسی مرتب کی جا رہی ہے (361, 570, 475, 799)
baqiya-label: بقیہ (921, 803, 949, 820)
continued-story-block (243, 1558, 357, 1596)
baqiya-label: بقیہ (803, 550, 831, 567)
baqiya-label: بقیہ (328, 550, 356, 567)
block-header (361, 1560, 475, 1579)
continued-story-block (124, 42, 238, 295)
block-number: 7 (839, 1561, 865, 1578)
block-body-text: وزیراعظم نے کہا کہ حکومت ملک میں معاشی استحکام کے لیے اقدامات کر (242, 1581, 357, 1596)
block-header (599, 1055, 713, 1074)
block-body-text: وزیراعظم نے کہا کہ حکومت ملک میں (598, 1589, 713, 1596)
block-number: 33 (364, 550, 390, 567)
baqiya-label: بقیہ (565, 1340, 593, 1357)
baqiya-label: بقیہ (90, 1308, 118, 1325)
block-header (718, 1307, 832, 1326)
block-body-text: وزیراعظم نے کہا کہ حکومت ملک میں معاشی استحکام کے لیے اقدامات کر رہی ہے اور عوام کو ریلیف فراہم کرنے کے لیے ہر ممکن کوشش جاری رکھی جائے گی انہوں نے کہا کہ پاکستان کی ترقی اور خوشحالی کے لیے تمام اداروں کو مل کر کام کرنا ہوگا اجلاس میں وفاقی وزراء اور اعلیٰ حکام نے شرکت کی جبکہ صوبائی حکومتوں کے نمائندوں نے بھی اپنی تجاویز پیش کیں عدالت نے کیس کی سماعت ملتوی کرتے ہوئے فریقین کو آئندہ پیشی پر دلائل دینے کی ہدایت کی پولیس کے مطابق ملزمان کو گرفتار کر کے مقدمہ درج کر لیا گیا ہے اور مزید تفتیش جاری ہے ترجمان نے کہا کہ بجٹ میں ترقیاتی منصوبوں کے لیے خطیر رقم مختص کی گئی ہے سیاسی جماعتوں نے مذاکرات کے ذریعے مسائل حل کرنے پر اتفاق کیا ہے ماہرین کے مطابق آئندہ دنوں میں مہنگائی کی شرح میں کمی متوقع ہے شہریوں نے مطالبہ کیا ہے کہ بنیادی سہولیات کی فراہمی یقینی بنائی جائے تعلیم اور صحت کے شعبوں میں اصلاحات کا عمل جاری ہے اور اس سلسلے میں نئی پالیسی مرتب کی جا رہی ہے (598, 1328, 713, 1557)
column-lead-text: وفاقی حکومت نے صوبوں کو فنڈز جاری کر دیئے (480, 26, 594, 42)
block-body-text: وزیراعظم نے کہا کہ حکومت ملک میں معاشی استحکام کے لیے اقدامات کر رہی ہے اور عوام کو ریلیف فراہم کرنے کے لیے ہر ممکن کوشش جاری رکھی جائے گی انہوں نے کہا کہ پاکستان کی ترقی اور خوشحالی کے لیے تمام اداروں کو مل کر کام کرنا ہوگا اجلاس میں وفاقی وزراء اور اعلیٰ حکام نے شرکت کی جبکہ صوبائی حکومتوں کے نمائندوں نے بھی اپنی تجاویز پیش کیں عدالت نے کیس کی سماعت ملتوی کرتے ہوئے فریقین کو آئندہ پیشی پر دلائل دینے کی ہدایت کی پولیس کے مطابق ملزمان کو گرفتار کر کے مقدمہ درج کر لیا گیا ہے اور مزید تفتیش جاری ہے ترجمان نے کہا کہ بجٹ میں ترقیاتی منصوبوں کے لیے خطیر رقم مختص کی گئی ہے سیاسی جماعتوں نے مذاکرات کے ذریعے مسائل حل کرنے پر اتفاق کیا ہے ماہرین کے مطابق آئندہ دنوں میں مہنگائی کی شرح میں کمی متوقع ہے شہریوں نے مطالبہ کیا ہے کہ بنیادی سہولیات کی فراہمی یقینی بنائی جائے تعلیم اور صحت کے شعبوں میں اصلاحات کا عمل جاری ہے اور اس سلسلے میں نئی پالیسی مرتب کی جا رہی ہے (598, 570, 713, 799)
block-number: 15 (721, 1308, 747, 1325)
baqiya-label: بقیہ (209, 1561, 237, 1578)
block-body-text: وزیراعظم نے کہا کہ حکومت ملک میں معاشی استحکام کے لیے اقدامات کر رہی ہے اور عوام کو ریلیف فراہم کرنے کے لیے ہر ممکن کوشش جاری رکھی جائے گی انہوں نے کہا کہ پاکستان کی ترقی اور خوشحالی کے لیے تمام اداروں کو مل کر کام کرنا ہوگا اجلاس میں وفاقی وزراء اور اعلیٰ حکام نے شرکت کی جبکہ صوبائی حکومتوں کے نمائندوں نے بھی اپنی تجاویز پیش کیں عدالت نے کیس کی سماعت ملتوی کرتے ہوئے فریقین کو آئندہ پیشی پر دلائل دینے کی ہدایت کی پولیس کے مطابق ملزمان کو گرفتار کر کے مقدمہ درج کر لیا گیا ہے اور مزید تفتیش جاری ہے ترجمان نے کہا کہ بجٹ میں ترقیاتی منصوبوں کے لیے خطیر رقم مختص کی گئی ہے سیاسی جماعتوں نے مذاکرات کے ذریعے مسائل حل کرنے پر اتفاق کیا ہے ماہرین کے مطابق آئندہ دنوں میں مہنگائی کی شرح میں کمی متوقع ہے شہریوں نے مطالبہ کیا ہے کہ بنیادی سہولیات کی فراہمی یقینی بنائی جائے تعلیم اور صحت کے شعبوں میں اصلاحات کا عمل جاری ہے اور اس سلسلے میں نئی پالیسی مرتب کی جا رہی ہے (242, 823, 357, 1052)
block-number: 41 (246, 45, 272, 62)
block-header (599, 1307, 713, 1326)
block-header (4, 1560, 119, 1579)
block-header (836, 44, 950, 63)
block-number: 49 (127, 45, 153, 62)
block-header (4, 802, 119, 821)
block-number: 12 (721, 550, 747, 567)
block-header (4, 549, 119, 568)
continued-story-block (480, 42, 594, 301)
block-number: 23 (602, 1308, 628, 1325)
block-number: 64 (7, 1308, 33, 1325)
continued-story-block (836, 1305, 950, 1558)
block-body-text: وزیراعظم نے کہا کہ حکومت ملک میں معاشی استحکام کے لیے اقدامات کر رہی ہے اور عوام کو ریلیف فراہم کرنے کے لیے ہر ممکن کوشش جاری رکھی جائے گی انہوں نے کہا کہ پاکستان کی ترقی اور خوشحالی کے لیے تمام اداروں کو مل کر کام کرنا ہوگا اجلاس میں وفاقی وزراء اور اعلیٰ حکام نے شرکت کی جبکہ صوبائی حکومتوں کے نمائندوں نے بھی اپنی تجاویز پیش کیں عدالت نے کیس کی سماعت ملتوی کرتے ہوئے فریقین کو آئندہ پیشی پر دلائل دینے کی ہدایت کی پولیس کے مطابق ملزمان کو گرفتار کر کے مقدمہ درج کر لیا گیا ہے اور مزید تفتیش جاری ہے ترجمان نے کہا کہ بجٹ میں ترقیاتی منصوبوں کے لیے خطیر رقم مختص کی گئی ہے سیاسی جماعتوں نے مذاکرات کے ذریعے مسائل حل کرنے پر اتفاق کیا ہے ماہرین کے مطابق آئندہ دنوں میں مہنگائی کی شرح میں کمی متوقع ہے شہریوں نے مطالبہ کیا ہے کہ بنیادی سہولیات کی فراہمی یقینی بنائی جائے تعلیم اور صحت کے شعبوں میں اصلاحات کا عمل جاری ہے اور اس سلسلے میں نئی پالیسی مرتب کی جا رہی ہے (836, 823, 950, 1052)
block-header (124, 1307, 238, 1326)
block-number: 62 (7, 803, 33, 820)
block-number: 42 (246, 298, 272, 315)
block-number: 20 (602, 550, 628, 567)
block-body-text: وزیراعظم نے کہا کہ حکومت ملک میں معاشی استحکام کے لیے اقدامات کر رہی ہے اور عوام کو ریلیف فراہم کرنے کے لیے ہر ممکن کوشش جاری رکھی جائے گی انہوں نے کہا کہ پاکستان کی ترقی اور خوشحالی کے لیے تمام اداروں کو مل کر کام کرنا ہوگا اجلاس میں وفاقی وزراء اور اعلیٰ حکام نے شرکت کی جبکہ صوبائی حکومتوں کے نمائندوں نے بھی اپنی تجاویز پیش کیں عدالت نے کیس کی سماعت ملتوی کرتے ہوئے فریقین کو آئندہ پیشی پر دلائل دینے کی ہدایت کی پولیس کے مطابق ملزمان کو گرفتار کر کے مقدمہ درج کر لیا گیا ہے اور مزید تفتیش جاری ہے ترجمان نے کہا کہ بجٹ میں ترقیاتی منصوبوں کے لیے خطیر رقم مختص کی گئی ہے سیاسی جماعتوں نے مذاکرات کے ذریعے مسائل حل کرنے پر اتفاق کیا ہے ماہرین کے مطابق آئندہ دنوں میں مہنگائی کی شرح میں کمی متوقع ہے شہریوں نے مطالبہ کیا ہے کہ بنیادی سہولیات کی فراہمی یقینی بنائی جائے تعلیم اور صحت کے شعبوں میں اصلاحات کا عمل جاری ہے اور اس سلسلے میں نئی پالیسی مرتب کی جا رہی ہے (717, 317, 832, 547)
baqiya-label: بقیہ (684, 1561, 712, 1578)
newspaper-page (4, 26, 950, 1596)
continued-story-block (836, 547, 950, 800)
column-1 (835, 26, 950, 1596)
block-body-text: وزیراعظم نے کہا کہ حکومت ملک میں معاشی استحکام کے لیے اقدامات کر رہی ہے اور عوام کو ریلیف فراہم کرنے کے لیے ہر ممکن کوشش جاری رکھی جائے گی انہوں نے کہا کہ پاکستان کی ترقی اور خوشحالی کے لیے تمام اداروں کو مل کر کام کرنا ہوگا اجلاس میں وفاقی وزراء اور اعلیٰ حکام نے شرکت کی جبکہ صوبائی حکومتوں کے نمائندوں نے بھی اپنی تجاویز پیش کیں عدالت نے کیس کی سماعت ملتوی کرتے ہوئے فریقین کو آئندہ پیشی پر دلائل دینے کی ہدایت کی پولیس کے مطابق ملزمان کو گرفتار کر کے مقدمہ درج کر لیا گیا ہے اور مزید تفتیش جاری ہے ترجمان نے کہا کہ بجٹ میں ترقیاتی منصوبوں کے لیے خطیر رقم مختص کی گئی ہے سیاسی جماعتوں نے مذاکرات کے ذریعے مسائل حل کرنے پر اتفاق کیا ہے ماہرین کے مطابق آئندہ دنوں میں مہنگائی کی شرح میں کمی متوقع ہے شہریوں نے مطالبہ کیا ہے کہ بنیادی سہولیات کی فراہمی یقینی بنائی جائے تعلیم اور صحت کے شعبوں میں اصلاحات کا عمل جاری ہے اور اس سلسلے میں نئی پالیسی مرتب کی جا رہی ہے (242, 1075, 357, 1305)
baqiya-label: بقیہ (446, 1056, 474, 1073)
block-number: 65 (7, 1561, 33, 1578)
baqiya-label: بقیہ (565, 1081, 593, 1098)
block-header (124, 549, 238, 568)
block-body-text: وزیراعظم نے کہا کہ حکومت ملک میں معاشی استحکام کے لیے اقدامات کر رہی ہے اور عوام کو ریلیف فراہم کرنے کے لیے ہر ممکن کوشش جاری رکھی جائے گی انہوں نے کہا کہ پاکستان کی ترقی اور خوشحالی کے لیے تمام اداروں کو مل کر کام کرنا ہوگا اجلاس میں وفاقی وزراء اور اعلیٰ حکام نے شرکت کی جبکہ صوبائی حکومتوں کے نمائندوں نے بھی اپنی تجاویز پیش کیں عدالت نے کیس کی سماعت ملتوی کرتے ہوئے فریقین کو آئندہ پیشی پر دلائل دینے کی ہدایت کی پولیس کے مطابق ملزمان کو گرفتار کر کے مقدمہ درج کر لیا گیا ہے اور مزید تفتیش جاری ہے ترجمان نے کہا کہ بجٹ میں ترقیاتی منصوبوں کے لیے خطیر رقم مختص کی گئی ہے سیاسی جماعتوں نے مذاکرات کے ذریعے مسائل حل کرنے پر اتفاق کیا ہے ماہرین کے مطابق آئندہ دنوں میں مہنگائی کی شرح میں کمی متوقع ہے شہریوں نے مطالبہ کیا ہے کہ بنیادی سہولیات کی فراہمی یقینی بنائی جائے تعلیم اور صحت کے شعبوں میں اصلاحات کا عمل جاری ہے اور اس سلسلے میں نئی پالیسی مرتب کی جا رہی ہے (4, 65, 119, 294)
block-body-text: وزیراعظم نے کہا کہ حکومت ملک میں معاشی استحکام کے لیے اقدامات کر (717, 1581, 832, 1596)
baqiya-label: بقیہ (90, 550, 118, 567)
block-body-text: وزیراعظم نے کہا کہ حکومت ملک میں معاشی استحکام کے لیے اقدامات کر (123, 1581, 238, 1596)
baqiya-label: بقیہ (209, 550, 237, 567)
block-number: 35 (364, 1056, 390, 1073)
block-number: 13 (721, 803, 747, 820)
continued-story-block (836, 1558, 950, 1596)
column-5 (360, 26, 475, 1596)
baqiya-label: بقیہ (803, 803, 831, 820)
block-number: 14 (721, 1056, 747, 1073)
block-header (718, 549, 832, 568)
block-number: 63 (7, 1056, 33, 1073)
baqiya-label: بقیہ (209, 1308, 237, 1325)
block-number: 4 (839, 803, 865, 820)
block-body-text: وزیراعظم نے کہا کہ حکومت ملک میں معاشی استحکام کے لیے اقدامات کر رہی ہے اور عوام کو ریلیف فراہم کرنے کے لیے ہر ممکن کوشش جاری رکھی جائے گی انہوں نے کہا کہ پاکستان کی ترقی اور خوشحالی کے لیے تمام اداروں کو مل کر کام کرنا ہوگا اجلاس میں وفاقی وزراء اور اعلیٰ حکام نے شرکت کی جبکہ صوبائی حکومتوں کے نمائندوں نے بھی اپنی تجاویز پیش کیں عدالت نے کیس کی سماعت ملتوی کرتے ہوئے فریقین کو آئندہ پیشی پر دلائل دینے کی ہدایت کی پولیس کے مطابق ملزمان کو گرفتار کر کے مقدمہ درج کر لیا گیا ہے اور مزید تفتیش جاری ہے ترجمان نے کہا کہ بجٹ میں ترقیاتی منصوبوں کے لیے خطیر رقم مختص کی گئی ہے سیاسی جماعتوں نے مذاکرات کے ذریعے مسائل حل کرنے پر اتفاق کیا ہے ماہرین کے مطابق آئندہ دنوں میں مہنگائی کی شرح میں کمی متوقع ہے شہریوں نے مطالبہ کیا ہے کہ بنیادی سہولیات کی فراہمی یقینی بنائی جائے تعلیم اور صحت کے شعبوں میں اصلاحات کا عمل جاری ہے اور اس سلسلے میں نئی پالیسی مرتب کی جا رہی ہے (836, 570, 950, 799)
block-body-text: وزیراعظم نے کہا کہ حکومت ملک میں معاشی استحکام کے لیے اقدامات کر رہی ہے اور عوام کو ریلیف فراہم کرنے کے لیے ہر ممکن کوشش جاری رکھی جائے گی انہوں نے کہا کہ پاکستان کی ترقی اور خوشحالی کے لیے تمام اداروں کو مل کر کام کرنا ہوگا اجلاس میں وفاقی وزراء اور اعلیٰ حکام نے شرکت کی جبکہ صوبائی حکومتوں کے نمائندوں نے بھی اپنی تجاویز پیش کیں عدالت نے کیس کی سماعت ملتوی کرتے ہوئے فریقین کو آئندہ پیشی پر دلائل دینے کی ہدایت کی پولیس کے مطابق ملزمان کو گرفتار کر کے مقدمہ درج کر لیا گیا ہے اور مزید تفتیش جاری ہے ترجمان نے کہا کہ بجٹ میں ترقیاتی منصوبوں کے لیے خطیر رقم مختص کی گئی ہے سیاسی جماعتوں نے مذاکرات کے ذریعے مسائل حل کرنے پر اتفاق کیا ہے ماہرین کے مطابق آئندہ دنوں میں مہنگائی کی شرح میں کمی متوقع ہے شہریوں نے مطالبہ کیا ہے کہ بنیادی سہولیات کی فراہمی یقینی بنائی جائے تعلیم اور صحت کے شعبوں میں اصلاحات کا عمل جاری ہے اور اس سلسلے میں نئی پالیسی مرتب کی جا رہی ہے (123, 317, 238, 547)
block-header (599, 802, 713, 821)
block-body-text: وزیراعظم نے کہا کہ حکومت ملک میں معاشی استحکام کے لیے اقدامات کر رہی ہے اور عوام کو ریلیف فراہم کرنے کے لیے ہر ممکن کوشش جاری رکھی جائے گی انہوں نے کہا کہ پاکستان کی ترقی اور خوشحالی کے لیے تمام اداروں کو مل کر کام کرنا ہوگا اجلاس میں وفاقی وزراء اور اعلیٰ حکام نے شرکت کی جبکہ صوبائی حکومتوں کے نمائندوں نے بھی اپنی تجاویز پیش کیں عدالت نے کیس کی سماعت ملتوی کرتے ہوئے فریقین کو آئندہ پیشی پر دلائل دینے کی ہدایت کی پولیس کے مطابق ملزمان کو گرفتار کر کے مقدمہ درج کر لیا گیا ہے اور مزید تفتیش جاری ہے ترجمان نے کہا کہ بجٹ میں ترقیاتی منصوبوں کے لیے خطیر رقم مختص کی گئی ہے سیاسی جماعتوں نے مذاکرات کے ذریعے مسائل حل کرنے پر اتفاق کیا ہے ماہرین کے مطابق آئندہ دنوں میں مہنگائی کی شرح میں کمی متوقع ہے شہریوں نے مطالبہ کیا ہے کہ بنیادی سہولیات کی فراہمی یقینی بنائی جائے تعلیم اور صحت کے شعبوں میں اصلاحات کا عمل جاری ہے اور اس سلسلے میں نئی پالیسی مرتب کی جا رہی ہے (123, 570, 238, 799)
block-number: 55 (127, 1561, 153, 1578)
continued-story-block (599, 42, 713, 295)
continued-story-block (361, 547, 475, 800)
continued-story-block (4, 800, 119, 1053)
block-header (480, 1080, 594, 1099)
block-header (836, 297, 950, 316)
baqiya-label: بقیہ (328, 1308, 356, 1325)
continued-story-block (361, 800, 475, 1053)
block-header (361, 1055, 475, 1074)
block-header (243, 1055, 357, 1074)
baqiya-label: بقیہ (328, 298, 356, 315)
continued-story-block (836, 42, 950, 295)
continued-story-block (599, 547, 713, 800)
baqiya-label: بقیہ (209, 1056, 237, 1073)
block-header (4, 1307, 119, 1326)
baqiya-label: بقیہ (684, 1308, 712, 1325)
block-body-text: وزیراعظم نے کہا کہ حکومت ملک میں معاشی استحکام کے لیے اقدامات کر (4, 1581, 119, 1596)
baqiya-label: بقیہ (684, 1056, 712, 1073)
baqiya-label: بقیہ (684, 298, 712, 315)
block-body-text: وزیراعظم نے کہا کہ حکومت ملک میں معاشی استحکام کے لیے اقدامات کر رہی ہے اور عوام کو ریلیف فراہم کرنے کے لیے ہر ممکن کوشش جاری رکھی جائے گی انہوں نے کہا کہ پاکستان کی ترقی اور خوشحالی کے لیے تمام اداروں کو مل کر کام کرنا ہوگا اجلاس میں وفاقی وزراء اور اعلیٰ حکام نے شرکت کی جبکہ صوبائی حکومتوں کے نمائندوں نے بھی اپنی تجاویز پیش کیں عدالت نے کیس کی سماعت ملتوی کرتے ہوئے فریقین کو آئندہ پیشی پر دلائل دینے کی ہدایت کی پولیس کے مطابق ملزمان کو گرفتار کر کے مقدمہ درج کر لیا گیا ہے اور مزید تفتیش جاری ہے ترجمان نے کہا کہ بجٹ میں ترقیاتی منصوبوں کے لیے خطیر رقم مختص کی گئی ہے سیاسی جماعتوں نے مذاکرات کے ذریعے مسائل حل کرنے پر اتفاق کیا ہے ماہرین کے مطابق آئندہ دنوں میں مہنگائی کی شرح میں کمی متوقع ہے شہریوں نے مطالبہ کیا ہے کہ بنیادی سہولیات کی فراہمی یقینی بنائی جائے تعلیم اور صحت کے شعبوں میں اصلاحات کا عمل جاری ہے اور اس سلسلے میں نئی پالیسی مرتب کی جا رہی ہے (4, 823, 119, 1052)
baqiya-label: بقیہ (803, 45, 831, 62)
block-number: 60 (7, 298, 33, 315)
continued-story-block (718, 42, 832, 295)
block-header (480, 1339, 594, 1358)
baqiya-label: بقیہ (803, 1056, 831, 1073)
block-header (243, 802, 357, 821)
block-number: 52 (127, 803, 153, 820)
block-header (836, 549, 950, 568)
block-number: 47 (246, 1561, 272, 1578)
column-4 (479, 26, 594, 1596)
baqiya-label: بقیہ (446, 1308, 474, 1325)
block-body-text: وزیراعظم نے کہا کہ حکومت ملک میں معاشی استحکام کے لیے اقدامات کر رہی ہے اور عوام کو ریلیف فراہم کرنے کے لیے ہر ممکن کوشش جاری رکھی جائے گی انہوں نے کہا کہ پاکستان کی ترقی اور خوشحالی کے لیے تمام اداروں کو مل کر کام کرنا ہوگا اجلاس میں وفاقی وزراء اور اعلیٰ حکام نے شرکت کی جبکہ صوبائی حکومتوں کے نمائندوں نے بھی اپنی تجاویز پیش کیں عدالت نے کیس کی سماعت ملتوی کرتے ہوئے فریقین کو آئندہ پیشی پر دلائل دینے کی ہدایت کی پولیس کے مطابق ملزمان کو گرفتار کر کے مقدمہ درج کر لیا گیا ہے اور مزید تفتیش جاری ہے ترجمان نے کہا کہ بجٹ میں ترقیاتی منصوبوں کے لیے خطیر رقم مختص کی گئی ہے سیاسی جماعتوں نے مذاکرات کے ذریعے مسائل حل کرنے پر اتفاق کیا ہے ماہرین کے مطابق آئندہ دنوں میں مہنگائی کی شرح میں کمی متوقع ہے شہریوں نے مطالبہ کیا ہے کہ بنیادی سہولیات کی فراہمی یقینی بنائی جائے تعلیم اور صحت کے شعبوں میں اصلاحات کا عمل جاری ہے اور اس سلسلے میں نئی پالیسی مرتب کی جا رہی ہے (717, 570, 832, 799)
continued-story-block (4, 1305, 119, 1558)
baqiya-label: بقیہ (565, 563, 593, 580)
block-body-text: وزیراعظم نے کہا کہ حکومت ملک میں معاشی استحکام کے لیے اقدامات کر رہی ہے اور عوام کو ریلیف فراہم کرنے کے لیے ہر ممکن کوشش جاری رکھی جائے گی انہوں نے کہا کہ پاکستان کی ترقی اور خوشحالی کے لیے تمام اداروں کو مل کر کام کرنا ہوگا اجلاس میں وفاقی وزراء اور اعلیٰ حکام نے شرکت کی جبکہ صوبائی حکومتوں کے نمائندوں نے بھی اپنی تجاویز پیش کیں عدالت نے کیس کی سماعت ملتوی کرتے ہوئے فریقین کو آئندہ پیشی پر دلائل دینے کی ہدایت کی پولیس کے مطابق ملزمان کو گرفتار کر کے مقدمہ درج کر لیا گیا ہے اور مزید تفتیش جاری ہے ترجمان نے کہا کہ بجٹ میں ترقیاتی منصوبوں کے لیے خطیر رقم مختص کی گئی ہے سیاسی جماعتوں نے مذاکرات کے ذریعے مسائل حل کرنے پر اتفاق کیا ہے ماہرین کے مطابق آئندہ دنوں میں مہنگائی کی شرح میں کمی متوقع ہے شہریوں نے مطالبہ کیا ہے کہ بنیادی سہولیات کی فراہمی یقینی بنائی جائے تعلیم اور صحت کے شعبوں میں اصلاحات کا عمل جاری ہے اور اس سلسلے میں نئی پالیسی مرتب کی جا رہی ہے (836, 1328, 950, 1557)
baqiya-label: بقیہ (565, 45, 593, 62)
column-lead-text: شہید ذوالفقار علی بھٹو کی دختر بینظیر بھٹو اور پاکستان پیپلز پارٹی کی قیادت نے (4, 26, 119, 42)
block-number: 45 (246, 1056, 272, 1073)
continued-story-block (718, 1305, 832, 1558)
continued-story-block (124, 1558, 238, 1596)
continued-story-block (124, 547, 238, 800)
block-number: 22 (602, 1056, 628, 1073)
block-number: 53 (127, 1056, 153, 1073)
block-number: 11 (721, 298, 747, 315)
masthead-title: روزنامہ اداریہ اسلام آباد (3) 09 جولائی 2025ء (0, 0, 954, 25)
block-body-text: وزیراعظم نے کہا کہ حکومت ملک میں معاشی استحکام کے لیے اقدامات کر رہی ہے اور عوام کو ریلیف فراہم کرنے کے لیے ہر ممکن کوشش جاری رکھی جائے گی انہوں نے کہا کہ پاکستان کی ترقی اور خوشحالی کے لیے تمام اداروں کو مل کر کام کرنا ہوگا اجلاس میں وفاقی وزراء اور اعلیٰ حکام نے شرکت کی جبکہ صوبائی حکومتوں کے نمائندوں نے بھی اپنی تجاویز پیش کیں عدالت نے کیس کی سماعت ملتوی کرتے ہوئے فریقین کو آئندہ پیشی پر دلائل دینے کی ہدایت کی پولیس کے مطابق ملزمان کو گرفتار کر کے مقدمہ درج کر لیا گیا ہے اور مزید تفتیش جاری ہے ترجمان نے کہا کہ بجٹ میں ترقیاتی منصوبوں کے لیے خطیر رقم مختص کی گئی ہے سیاسی جماعتوں نے مذاکرات کے ذریعے مسائل حل کرنے پر اتفاق کیا ہے ماہرین کے مطابق آئندہ دنوں میں مہنگائی کی شرح میں کمی متوقع ہے شہریوں نے مطالبہ کیا ہے کہ بنیادی سہولیات کی فراہمی یقینی بنائی جائے تعلیم اور صحت کے شعبوں میں اصلاحات کا عمل جاری ہے اور اس سلسلے میں نئی پالیسی مرتب کی جا رہی ہے (598, 1075, 713, 1305)
baqiya-label: بقیہ (90, 803, 118, 820)
block-header (361, 1307, 475, 1326)
block-number: 50 (127, 298, 153, 315)
column-2 (717, 26, 832, 1596)
continued-story-block (361, 1053, 475, 1306)
baqiya-label: بقیہ (328, 45, 356, 62)
block-body-text: وزیراعظم نے کہا کہ حکومت ملک میں معاشی استحکام کے لیے اقدامات کر رہی ہے اور عوام کو ریلیف فراہم کرنے کے لیے ہر ممکن کوشش جاری رکھی جائے گی انہوں نے کہا کہ پاکستان کی ترقی اور خوشحالی کے لیے تمام اداروں کو مل کر کام کرنا ہوگا اجلاس میں وفاقی وزراء اور اعلیٰ حکام نے شرکت کی جبکہ صوبائی حکومتوں کے نمائندوں نے بھی اپنی تجاویز پیش کیں عدالت نے کیس کی سماعت ملتوی کرتے ہوئے فریقین کو آئندہ پیشی پر دلائل دینے کی ہدایت کی پولیس کے مطابق ملزمان کو گرفتار کر کے مقدمہ درج کر لیا گیا ہے اور مزید تفتیش جاری ہے ترجمان نے کہا کہ بجٹ میں ترقیاتی منصوبوں کے لیے خطیر رقم مختص کی گئی ہے سیاسی جماعتوں نے مذاکرات کے ذریعے مسائل حل کرنے پر اتفاق کیا ہے ماہرین کے مطابق آئندہ دنوں میں مہنگائی کی شرح میں کمی متوقع ہے شہریوں نے مطالبہ کیا ہے کہ بنیادی سہولیات کی فراہمی یقینی بنائی جائے تعلیم اور صحت کے شعبوں میں اصلاحات کا عمل جاری ہے اور اس سلسلے میں نئی پالیسی مرتب کی جا رہی ہے (598, 65, 713, 294)
block-number: 27 (483, 563, 509, 580)
block-body-text: وزیراعظم نے کہا کہ حکومت ملک میں معاشی استحکام کے لیے اقدامات کر رہی ہے اور عوام کو ریلیف فراہم کرنے کے لیے ہر ممکن کوشش جاری رکھی جائے گی انہوں نے کہا کہ پاکستان کی ترقی اور خوشحالی کے لیے تمام اداروں کو مل کر کام کرنا ہوگا اجلاس میں وفاقی وزراء اور اعلیٰ حکام نے شرکت کی جبکہ صوبائی حکومتوں کے نمائندوں نے بھی اپنی تجاویز پیش کیں عدالت نے کیس کی سماعت ملتوی کرتے ہوئے فریقین کو آئندہ پیشی پر دلائل دینے کی ہدایت کی پولیس کے مطابق ملزمان کو گرفتار کر کے مقدمہ درج کر لیا گیا ہے اور مزید تفتیش جاری ہے ترجمان نے کہا کہ بجٹ میں ترقیاتی منصوبوں کے لیے خطیر رقم مختص کی گئی ہے سیاسی جماعتوں نے مذاکرات کے ذریعے مسائل حل کرنے پر اتفاق کیا ہے ماہرین کے مطابق آئندہ دنوں میں مہنگائی کی شرح میں کمی متوقع ہے شہریوں نے مطالبہ کیا ہے کہ بنیادی سہولیات کی فراہمی یقینی بنائی جائے تعلیم اور صحت کے شعبوں میں اصلاحات کا عمل جاری ہے اور اس سلسلے میں نئی پالیسی مرتب کی جا رہی ہے (480, 65, 594, 294)
baqiya-label: بقیہ (209, 298, 237, 315)
baqiya-label: بقیہ (209, 803, 237, 820)
continued-story-block (836, 1053, 950, 1306)
block-body-text: وزیراعظم نے کہا کہ حکومت ملک میں معاشی استحکام کے لیے اقدامات کر رہی ہے اور عوام کو ریلیف فراہم کرنے کے لیے ہر ممکن کوشش جاری رکھی جائے گی انہوں نے کہا کہ پاکستان کی ترقی اور خوشحالی کے لیے تمام اداروں کو مل کر کام کرنا ہوگا اجلاس میں وفاقی وزراء اور اعلیٰ حکام نے شرکت کی جبکہ صوبائی حکومتوں کے نمائندوں نے بھی اپنی تجاویز پیش کیں عدالت نے کیس کی سماعت ملتوی کرتے ہوئے فریقین کو آئندہ پیشی پر دلائل دینے کی ہدایت کی پولیس کے مطابق ملزمان کو گرفتار کر کے مقدمہ درج کر لیا گیا ہے اور مزید تفتیش جاری ہے ترجمان نے کہا کہ بجٹ میں ترقیاتی منصوبوں کے لیے خطیر رقم مختص کی گئی ہے سیاسی جماعتوں نے مذاکرات کے ذریعے مسائل حل کرنے پر اتفاق کیا ہے ماہرین کے مطابق آئندہ دنوں میں مہنگائی کی شرح میں کمی متوقع ہے شہریوں نے مطالبہ کیا ہے کہ بنیادی سہولیات کی فراہمی یقینی بنائی جائے تعلیم اور صحت کے شعبوں میں اصلاحات کا عمل جاری ہے اور اس سلسلے میں نئی پالیسی مرتب کی جا رہی ہے (717, 65, 832, 294)
column-6 (242, 26, 357, 1596)
block-number: 30 (483, 1340, 509, 1357)
column-lead-text: اجلاس میں اہم فیصلے کیے گئے (632, 26, 713, 33)
block-header (599, 549, 713, 568)
baqiya-label: بقیہ (446, 1561, 474, 1578)
block-number: 19 (602, 298, 628, 315)
continued-story-block (599, 1053, 713, 1306)
continued-story-block (243, 42, 357, 295)
baqiya-label: بقیہ (803, 1561, 831, 1578)
block-number: 44 (246, 803, 272, 820)
block-body-text: وزیراعظم نے کہا کہ حکومت ملک میں معاشی استحکام کے لیے اقدامات کر رہی ہے اور عوام کو ریلیف فراہم کرنے کے لیے ہر ممکن کوشش جاری رکھی جائے گی انہوں نے کہا کہ پاکستان کی ترقی اور خوشحالی کے لیے تمام اداروں کو مل کر کام کرنا ہوگا اجلاس میں وفاقی وزراء اور اعلیٰ حکام نے شرکت کی جبکہ صوبائی حکومتوں کے نمائندوں نے بھی اپنی تجاویز پیش کیں عدالت نے کیس کی سماعت ملتوی کرتے ہوئے فریقین کو آئندہ پیشی پر دلائل دینے کی ہدایت کی پولیس کے مطابق ملزمان کو گرفتار کر کے مقدمہ درج کر لیا گیا ہے اور مزید تفتیش جاری ہے ترجمان نے کہا کہ بجٹ میں ترقیاتی منصوبوں کے لیے خطیر رقم مختص کی گئی ہے سیاسی جماعتوں نے مذاکرات کے ذریعے مسائل حل کرنے پر اتفاق کیا ہے ماہرین کے مطابق آئندہ دنوں میں مہنگائی کی شرح میں کمی متوقع ہے شہریوں نے مطالبہ کیا ہے کہ بنیادی سہولیات کی فراہمی یقینی بنائی جائے تعلیم اور صحت کے شعبوں میں اصلاحات کا عمل جاری ہے اور اس سلسلے میں نئی پالیسی مرتب کی جا رہی ہے (361, 317, 475, 547)
block-header (243, 297, 357, 316)
baqiya-label: بقیہ (921, 1308, 949, 1325)
continued-story-block (361, 42, 475, 295)
block-number: 25 (483, 45, 509, 62)
block-body-text: وزیراعظم نے کہا کہ حکومت ملک میں معاشی استحکام کے لیے اقدامات کر رہی ہے اور عوام کو ریلیف فراہم کرنے کے لیے ہر ممکن کوشش جاری رکھی جائے گی انہوں نے کہا کہ پاکستان کی ترقی اور خوشحالی کے لیے تمام اداروں کو مل کر کام کرنا ہوگا اجلاس میں وفاقی وزراء اور اعلیٰ حکام نے شرکت کی جبکہ صوبائی حکومتوں کے نمائندوں نے بھی اپنی تجاویز پیش کیں عدالت نے کیس کی سماعت ملتوی کرتے ہوئے فریقین کو آئندہ پیشی پر دلائل دینے کی ہدایت کی پولیس کے مطابق ملزمان کو گرفتار کر کے مقدمہ درج کر لیا گیا ہے اور مزید تفتیش جاری ہے ترجمان نے کہا کہ بجٹ میں ترقیاتی منصوبوں کے لیے خطیر رقم مختص کی گئی ہے سیاسی جماعتوں نے مذاکرات کے ذریعے مسائل حل کرنے پر اتفاق کیا ہے ماہرین کے مطابق آئندہ دنوں میں مہنگائی کی شرح میں کمی متوقع ہے شہریوں نے مطالبہ کیا ہے کہ بنیادی سہولیات کی فراہمی یقینی بنائی جائے تعلیم اور صحت کے شعبوں میں اصلاحات کا عمل جاری ہے اور اس سلسلے میں نئی پالیسی مرتب کی جا رہی ہے (242, 65, 357, 294)
block-number: 43 (246, 550, 272, 567)
block-number: 34 (364, 803, 390, 820)
block-body-text: وزیراعظم نے کہا کہ حکومت ملک میں معاشی استحکام کے لیے اقدامات کر رہی ہے اور عوام کو ریلیف فراہم کرنے کے لیے ہر ممکن کوشش جاری رکھی جائے گی انہوں نے کہا کہ پاکستان کی ترقی اور خوشحالی کے لیے تمام اداروں کو مل کر کام کرنا ہوگا اجلاس میں وفاقی وزراء اور اعلیٰ حکام نے شرکت کی جبکہ صوبائی حکومتوں کے نمائندوں نے بھی اپنی تجاویز پیش کیں عدالت نے کیس کی سماعت ملتوی کرتے ہوئے فریقین کو آئندہ پیشی پر دلائل دینے کی ہدایت کی پولیس کے مطابق ملزمان کو گرفتار کر کے مقدمہ درج کر لیا گیا ہے اور مزید تفتیش جاری ہے ترجمان نے کہا کہ بجٹ میں ترقیاتی منصوبوں کے لیے خطیر رقم مختص کی گئی ہے سیاسی جماعتوں نے مذاکرات کے ذریعے مسائل حل کرنے پر اتفاق کیا ہے ماہرین کے مطابق آئندہ دنوں میں مہنگائی کی شرح میں کمی متوقع ہے شہریوں نے مطالبہ کیا ہے کہ بنیادی سہولیات کی فراہمی یقینی بنائی جائے تعلیم اور صحت کے شعبوں میں اصلاحات کا عمل جاری ہے اور اس سلسلے میں نئی پالیسی مرتب کی جا رہی ہے (598, 823, 713, 1052)
baqiya-label: بقیہ (921, 550, 949, 567)
continued-story-block (836, 800, 950, 1053)
block-header (480, 821, 594, 840)
block-body-text: وزیراعظم نے کہا کہ حکومت ملک میں معاشی استحکام کے لیے اقدامات کر رہی ہے اور عوام کو ریلیف فراہم کرنے کے لیے ہر ممکن کوشش جاری رکھی جائے گی انہوں نے کہا کہ پاکستان کی ترقی اور خوشحالی کے لیے تمام اداروں کو مل کر کام کرنا ہوگا اجلاس میں وفاقی وزراء اور اعلیٰ حکام نے شرکت کی جبکہ صوبائی حکومتوں کے نمائندوں نے بھی اپنی تجاویز پیش کیں عدالت نے کیس کی سماعت ملتوی کرتے ہوئے فریقین کو آئندہ پیشی پر دلائل دینے کی ہدایت کی پولیس کے مطابق ملزمان کو گرفتار کر کے مقدمہ درج کر لیا گیا ہے اور مزید تفتیش جاری ہے ترجمان نے کہا کہ بجٹ میں ترقیاتی منصوبوں کے لیے خطیر رقم مختص کی گئی ہے سیاسی جماعتوں نے مذاکرات کے ذریعے مسائل حل کرنے پر اتفاق کیا ہے ماہرین کے مطابق آئندہ دنوں میں مہنگائی کی شرح میں کمی متوقع ہے شہریوں نے مطالبہ کیا ہے کہ بنیادی سہولیات کی فراہمی یقینی بنائی جائے تعلیم اور صحت کے شعبوں میں اصلاحات کا عمل جاری ہے اور اس سلسلے میں نئی پالیسی مرتب کی جا رہی ہے (598, 317, 713, 547)
continued-story-block (124, 295, 238, 548)
continued-story-block (599, 295, 713, 548)
block-body-text: وزیراعظم نے کہا کہ حکومت ملک میں معاشی استحکام کے لیے اقدامات کر رہی ہے اور عوام کو ریلیف فراہم کرنے کے لیے ہر ممکن کوشش جاری رکھی جائے گی انہوں نے کہا کہ پاکستان کی ترقی اور خوشحالی کے لیے تمام اداروں کو مل کر کام کرنا ہوگا اجلاس میں وفاقی وزراء اور اعلیٰ حکام نے شرکت کی جبکہ صوبائی حکومتوں کے نمائندوں نے بھی اپنی تجاویز پیش کیں عدالت نے کیس کی سماعت ملتوی کرتے ہوئے فریقین کو آئندہ پیشی پر دلائل دینے کی ہدایت کی پولیس کے مطابق ملزمان کو گرفتار کر کے مقدمہ درج کر لیا گیا ہے اور مزید تفتیش جاری ہے ترجمان نے کہا کہ بجٹ میں ترقیاتی منصوبوں کے لیے خطیر رقم مختص کی گئی ہے سیاسی جماعتوں نے مذاکرات کے ذریعے مسائل حل کرنے پر اتفاق کیا ہے ماہرین کے مطابق آئندہ دنوں میں مہنگائی کی شرح میں کمی متوقع ہے شہریوں نے مطالبہ کیا ہے کہ بنیادی سہولیات کی فراہمی یقینی بنائی جائے تعلیم اور صحت کے شعبوں میں اصلاحات کا عمل جاری ہے اور اس سلسلے میں نئی پالیسی مرتب کی جا رہی ہے (480, 324, 594, 553)
block-number: 2 (839, 298, 865, 315)
baqiya-label: بقیہ (446, 45, 474, 62)
continued-story-block (4, 42, 119, 295)
column-7 (123, 26, 238, 1596)
block-header (718, 802, 832, 821)
baqiya-label: بقیہ (209, 45, 237, 62)
column-lead-text: حکومت کی جانب سے تحریک شروع کی گئی ہے (242, 26, 357, 42)
continued-story-block (4, 1053, 119, 1306)
block-number: 61 (7, 550, 33, 567)
block-number: 5 (839, 1056, 865, 1073)
block-header (718, 297, 832, 316)
block-body-text: وزیراعظم نے کہا کہ حکومت ملک میں معاشی استحکام کے لیے اقدامات کر رہی ہے اور عوام کو ریلیف فراہم کرنے کے لیے ہر ممکن کوشش جاری رکھی جائے گی انہوں نے کہا کہ پاکستان کی ترقی اور خوشحالی کے لیے تمام اداروں کو مل کر کام کرنا ہوگا اجلاس میں وفاقی وزراء اور اعلیٰ حکام نے شرکت کی جبکہ صوبائی حکومتوں کے نمائندوں نے بھی اپنی تجاویز پیش کیں عدالت نے کیس کی سماعت ملتوی کرتے ہوئے فریقین کو آئندہ پیشی پر دلائل دینے کی ہدایت کی پولیس کے مطابق ملزمان کو گرفتار کر کے مقدمہ درج کر لیا گیا ہے اور مزید تفتیش جاری ہے ترجمان نے کہا کہ بجٹ میں ترقیاتی منصوبوں کے لیے خطیر رقم مختص کی گئی ہے سیاسی جماعتوں نے مذاکرات کے ذریعے مسائل حل کرنے پر اتفاق کیا ہے ماہرین کے مطابق آئندہ دنوں میں مہنگائی کی شرح میں کمی متوقع ہے شہریوں نے مطالبہ کیا ہے کہ بنیادی سہولیات کی فراہمی یقینی بنائی جائے تعلیم اور صحت کے شعبوں میں اصلاحات کا عمل جاری ہے اور اس سلسلے میں نئی پالیسی مرتب کی جا رہی ہے (242, 1328, 357, 1557)
baqiya-label: بقیہ (803, 1308, 831, 1325)
block-header (836, 802, 950, 821)
